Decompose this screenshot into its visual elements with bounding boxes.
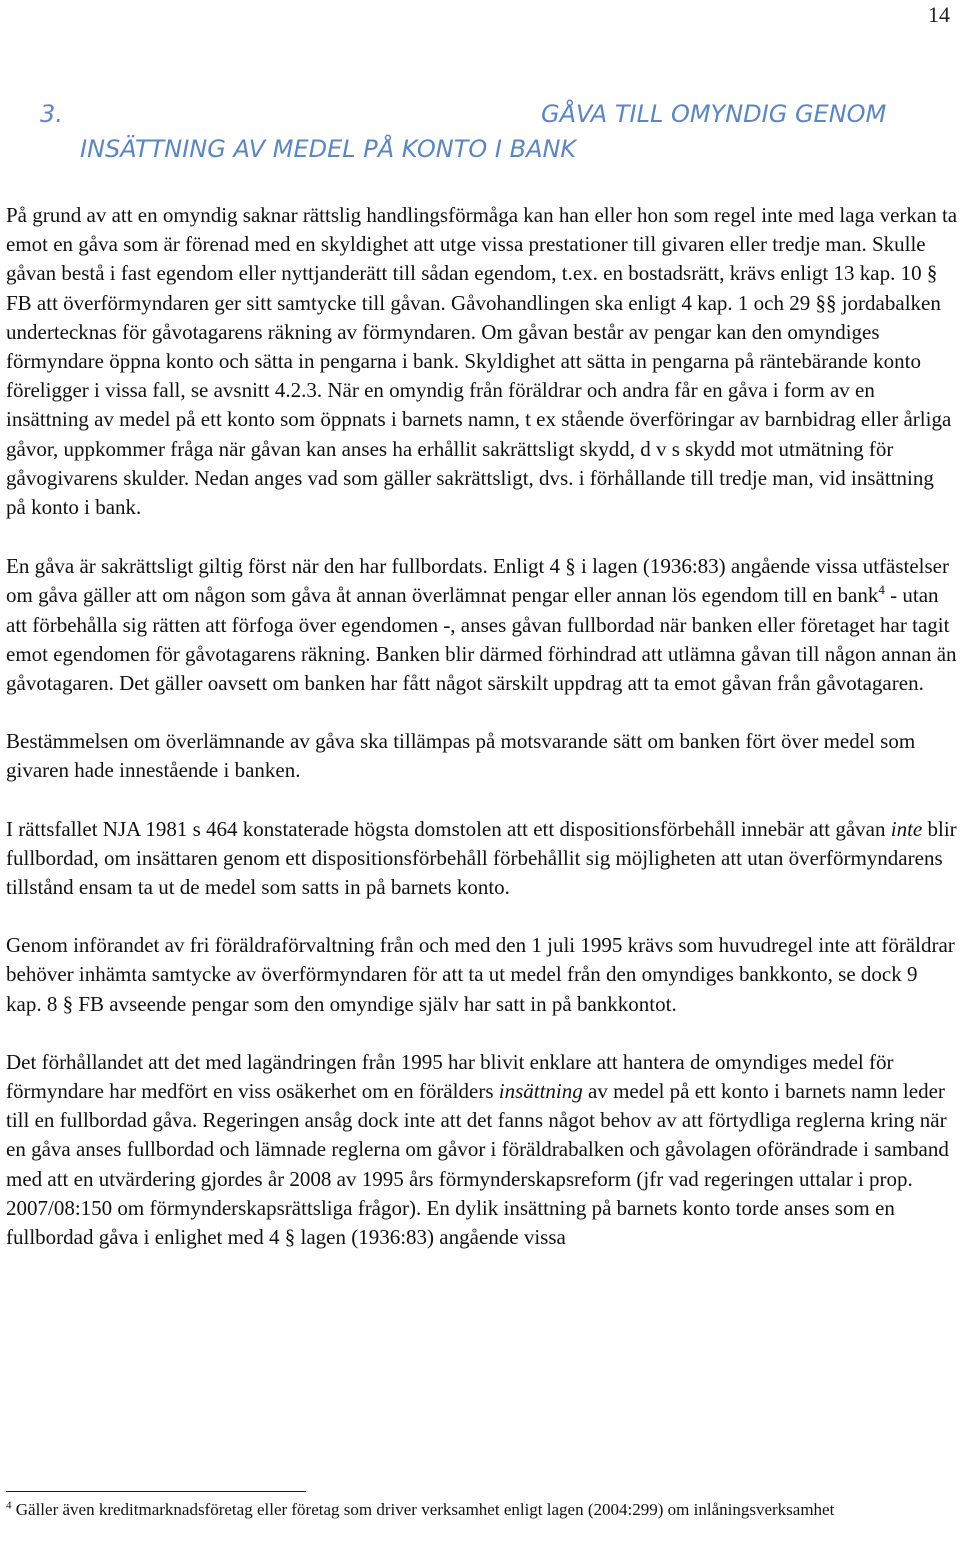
footnote-divider [6,1491,306,1492]
paragraph-4-text-a: I rättsfallet NJA 1981 s 464 konstaterade högsta domstolen att ett dispositionsförbehåll innebär att gåvan [6,816,891,841]
section-title-line-1: GÅVA TILL OMYNDIG GENOM [541,100,887,128]
paragraph-3: Bestämmelsen om överlämnande av gåva ska tillämpas på motsvarande sätt om banken fört över medel som givaren hade innestående i banken. [6,729,916,783]
paragraph-6-text-b: av medel på ett konto i barnets namn leder till en fullbordad gåva. Regeringen ansåg dock inte att det fanns något behov av att förtydliga reglerna kring när en gåva anses fullbordad och lämnade reglerna om gåvor i föräldrabalken och gåvolagen oförändrade i samband med att en utvärdering gjordes år 2008 av 1995 års förmynderskapsreform (jfr vad regeringen uttalar i prop. 2007/08:150 om förmynderskapsrättsliga frågor). En dylik insättning på barnets konto torde anses som en fullbordad gåva i enlighet med 4 § lagen (1936:83) angående vissa [6,1079,949,1250]
paragraph-6-text-a: Det förhållandet att det med lagändringen från 1995 har blivit enklare att hantera de omyndiges medel för förmyndare har medfört en viss osäkerhet om en förälders [6,1049,894,1104]
footnote-text: Gäller även kreditmarknadsföretag eller företag som driver verksamhet enligt lagen (2004:299) om inlåningsverksamhet [11,1500,835,1519]
footnote-mark: 4 [6,1499,12,1512]
section-number: 3. [40,100,63,128]
page-number: 14 [928,2,950,27]
paragraph-4-text-b: blir fullbordad, om insättaren genom ett dispositionsförbehåll förbehållit sig möjligheten att utan överförmyndarens tillstånd ensam ta ut de medel som satts in på barnets konto. [6,816,957,900]
paragraph-6-italic: insättning [498,1079,583,1104]
paragraph-5: Genom införandet av fri föräldraförvaltning från och med den 1 juli 1995 krävs som huvudregel inte att föräldrar behöver inhämta samtycke av överförmyndaren för att ta ut medel från den omyndiges bankkonto, se dock 9 kap. 8 § FB avseende pengar som den omyndige själv har satt in på bankkontot. [6,933,955,1016]
section-title-line-2: INSÄTTNING AV MEDEL PÅ KONTO I BANK [80,135,577,163]
paragraph-4 [6,815,958,903]
paragraph-2-text-b: - utan att förbehålla sig rätten att förfoga över egendomen -, anses gåvan fullbordad när banken eller företaget har tagit emot egendomen för gåvotagarens räkning. Banken blir därmed förhindrad att utlämna gåvan till någon annan än gåvotagaren. Det gäller oavsett om banken har fått något särskilt uppdrag att ta emot gåvan från gåvotagaren. [6,583,957,696]
paragraph-1: På grund av att en omyndig saknar rättslig handlingsförmåga kan han eller hon som regel inte med laga verkan ta emot en gåva som är förenad med en skyldighet att utge vissa prestationer till givaren eller tredje man. Skulle gåvan bestå i fast egendom eller nyttjanderätt till sådan egendom, t.ex. en bostadsrätt, krävs enligt 13 kap. 10 § FB att överförmyndaren ger sitt samtycke till gåvan. Gåvohandlingen ska enligt 4 kap. 1 och 29 §§ jordabalken undertecknas för gåvotagarens räkning av förmyndaren. Om gåvan består av pengar kan den omyndiges förmyndare öppna konto och sätta in pengarna i bank. Skyldighet att sätta in pengarna på räntebärande konto föreligger i vissa fall, se avsnitt 4.2.3. När en omyndig från föräldrar och andra får en gåva i form av en insättning av medel på ett konto som öppnats i barnets namn, t ex stående överföringar av barnbidrag eller årliga gåvor, uppkommer fråga när gåvan kan anses ha erhållit sakrättsligt skydd, d v s skydd mot utmätning för gåvogivarens skulder. Nedan anges vad som gäller sakrättsligt, dvs. i förhållande till tredje man, vid insättning på konto i bank. [6,203,958,520]
paragraph-6 [6,1048,958,1252]
paragraph-2-text-a: En gåva är sakrättsligt giltig först när den har fullbordats. Enligt 4 § i lagen (1936:83) angående vissa utfästelser om gåva gäller att om någon som gåva åt annan överlämnat pengar eller annan lös egendom till en bank [6,554,949,608]
body-text [6,201,958,1281]
paragraph-2 [6,552,958,698]
footnote-reference: 4 [878,582,885,598]
footnote [6,1497,956,1523]
paragraph-4-italic: inte [890,816,923,841]
